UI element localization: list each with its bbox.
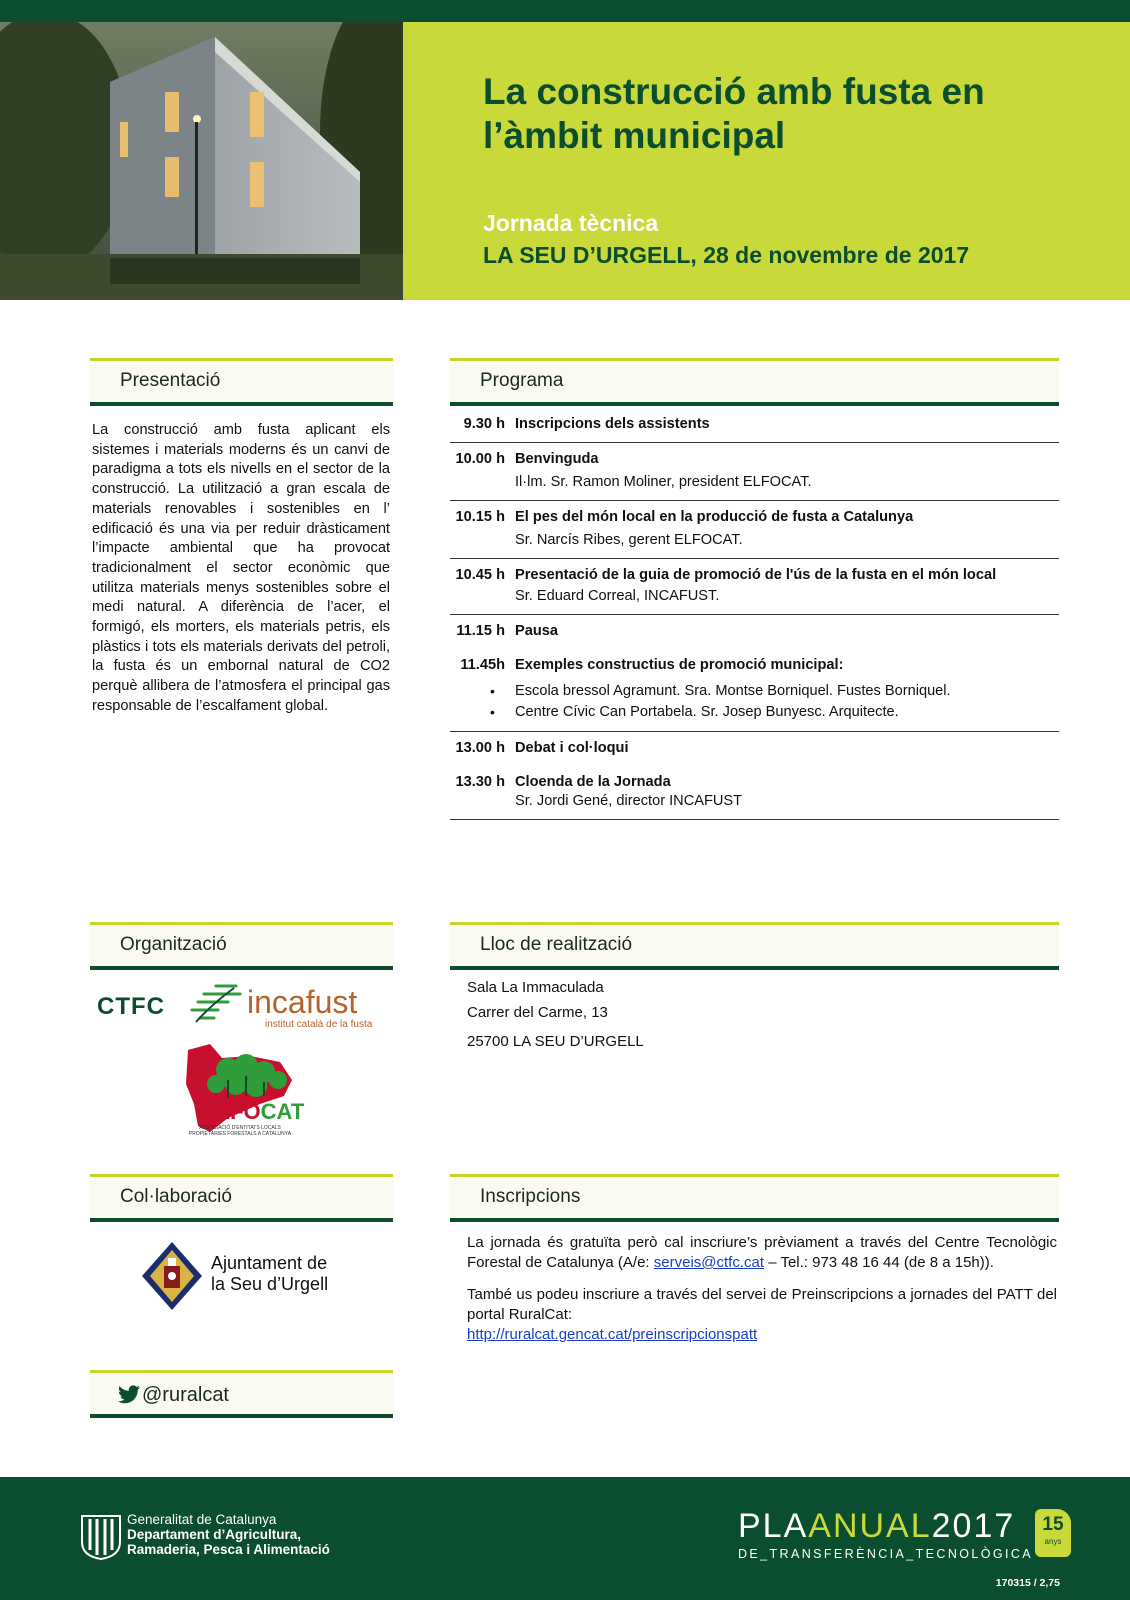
program-time: 11.45h — [460, 657, 505, 673]
program-time: 11.15 h — [456, 623, 505, 639]
header-photo — [0, 22, 403, 300]
collaboracio-header — [90, 1174, 393, 1222]
program-time: 10.45 h — [455, 567, 505, 583]
event-type: Jornada tècnica — [483, 210, 659, 236]
program-title: Presentació de la guia de promoció de l'ús de la fusta en el món local — [515, 567, 997, 583]
program-time: 10.15 h — [455, 509, 505, 525]
program-title: Cloenda de la Jornada — [515, 774, 671, 790]
inscripcions-text — [467, 1233, 1057, 1357]
program-item — [450, 559, 1059, 615]
ajuntament-logo-text: Ajuntament de la Seu d’Urgell — [211, 1253, 329, 1294]
programa-heading: Programa — [480, 370, 564, 391]
program-bullet: • Escola bressol Agramunt. Sra. Montse Borniquel. Fustes Borniquel. — [515, 681, 1059, 702]
programa-list — [450, 408, 1059, 820]
ctfc-leaf-icon — [188, 982, 243, 1027]
program-bullet: • Centre Cívic Can Portabela. Sr. Josep Bunyesc. Arquitecte. — [515, 702, 1059, 723]
elfocat-tagline: ASSOCIACIÓ D'ENTITATS LOCALS PROPIETÀRIES FORESTALS A CATALUNYA — [188, 1125, 292, 1137]
lloc-heading: Lloc de realització — [480, 934, 633, 955]
elfocat-logo-text: ELFOCAT — [202, 1099, 305, 1124]
lloc-header — [450, 922, 1059, 970]
organitzacio-heading: Organització — [120, 934, 227, 955]
incafust-logo: incafust — [247, 984, 358, 1020]
generalitat-logo-icon — [80, 1514, 122, 1560]
twitter-box[interactable] — [90, 1370, 393, 1418]
program-time: 10.00 h — [455, 451, 505, 467]
program-item — [450, 501, 1059, 559]
inscripcions-header — [450, 1174, 1059, 1222]
program-title: Exemples constructius de promoció municipal: — [515, 657, 844, 673]
pla-anual-logo: PLAANUAL2017 — [738, 1507, 1016, 1545]
inscripcions-paragraph-2: També us podeu inscriure a través del servei de Preinscripcions a jornades del PATT del portal RuralCat: http://ruralcat.gencat.cat/preinscripcionspatt — [467, 1286, 1057, 1343]
pla-anual-subtitle: DE_TRANSFERÈNCIA_TECNOLÒGICA — [738, 1547, 1034, 1561]
venue-city: 25700 LA SEU D’URGELL — [467, 1033, 644, 1050]
organitzacio-header — [90, 922, 393, 970]
ajuntament-shield-icon — [140, 1240, 204, 1312]
anniversary-badge: 15 anys — [1035, 1509, 1071, 1557]
incafust-tagline: institut català de la fusta — [265, 1019, 373, 1030]
building-photo-illustration — [0, 22, 403, 300]
footer — [0, 1477, 1130, 1600]
program-time: 13.30 h — [455, 774, 505, 790]
document-reference: 170315 / 2,75 — [995, 1577, 1060, 1589]
venue-address — [467, 978, 644, 1057]
program-item — [450, 766, 1059, 820]
program-title: Benvinguda — [515, 451, 599, 467]
programa-header — [450, 358, 1059, 406]
program-time: 13.00 h — [455, 740, 505, 756]
venue-street: Carrer del Carme, 13 — [467, 1004, 608, 1021]
program-detail: Sr. Narcís Ribes, gerent ELFOCAT. — [515, 532, 743, 548]
program-bullet-list — [515, 681, 1059, 723]
program-title: Debat i col·loqui — [515, 740, 629, 756]
collaboracio-heading: Col·laboració — [120, 1186, 232, 1207]
program-detail: Sr. Eduard Correal, INCAFUST. — [515, 588, 720, 604]
program-detail: Sr. Jordi Gené, director INCAFUST — [515, 793, 743, 809]
page-title: La construcció amb fusta en l’àmbit municipal — [483, 71, 985, 156]
program-item — [450, 615, 1059, 649]
presentacio-text: La construcció amb fusta aplicant els sistemes i materials moderns és un canvi de paradigma a tots els nivells en el sector de la construcció. La utilització a gran escala de materials renovables i sostenibles en l’ edificació és una via per reduir dràsticament l’impacte ambiental que ha provocat tradicionalment el sector econòmic que utilitza materials menys sostenibles sobre el medi natural. A diferència de l’acer, el formigó, els morters, els materials petris, els plàstics i tots els materials derivats del petroli, la fusta és un embornal natural de CO2 perquè allibera de l’atmosfera el principal gas responsable de l’escalfament global. — [92, 422, 390, 714]
header-panel — [403, 22, 1130, 300]
program-title: El pes del món local en la producció de fusta a Catalunya — [515, 509, 914, 525]
twitter-handle[interactable]: @ruralcat — [142, 1384, 229, 1406]
program-item — [450, 649, 1059, 732]
event-place-date: LA SEU D’URGELL, 28 de novembre de 2017 — [483, 242, 970, 268]
program-title: Inscripcions dels assistents — [515, 416, 710, 432]
generalitat-text: Generalitat de Catalunya Departament d’Agricultura, Ramaderia, Pesca i Alimentació — [127, 1512, 330, 1557]
presentacio-header — [90, 358, 393, 406]
ctfc-logo: CTFC — [97, 993, 165, 1020]
inscripcions-heading: Inscripcions — [480, 1186, 581, 1207]
program-time: 9.30 h — [463, 416, 505, 432]
program-title: Pausa — [515, 623, 558, 639]
program-item — [450, 732, 1059, 766]
top-band — [0, 0, 1130, 22]
venue-name: Sala La Immaculada — [467, 979, 604, 996]
registration-link[interactable]: http://ruralcat.gencat.cat/preinscripcionspatt — [467, 1326, 758, 1343]
program-item — [450, 443, 1059, 501]
email-link[interactable]: serveis@ctfc.cat — [653, 1254, 765, 1271]
program-item — [450, 408, 1059, 443]
twitter-bird-icon — [118, 1385, 140, 1404]
program-detail: Il·lm. Sr. Ramon Moliner, president ELFOCAT. — [515, 474, 812, 490]
inscripcions-paragraph-1: La jornada és gratuïta però cal inscriure’s prèviament a través del Centre Tecnològic Forestal de Catalunya (A/e: serveis@ctfc.cat – Tel.: 973 48 16 44 (de 8 a 15h)). — [467, 1234, 1057, 1271]
presentacio-heading: Presentació — [120, 370, 221, 391]
